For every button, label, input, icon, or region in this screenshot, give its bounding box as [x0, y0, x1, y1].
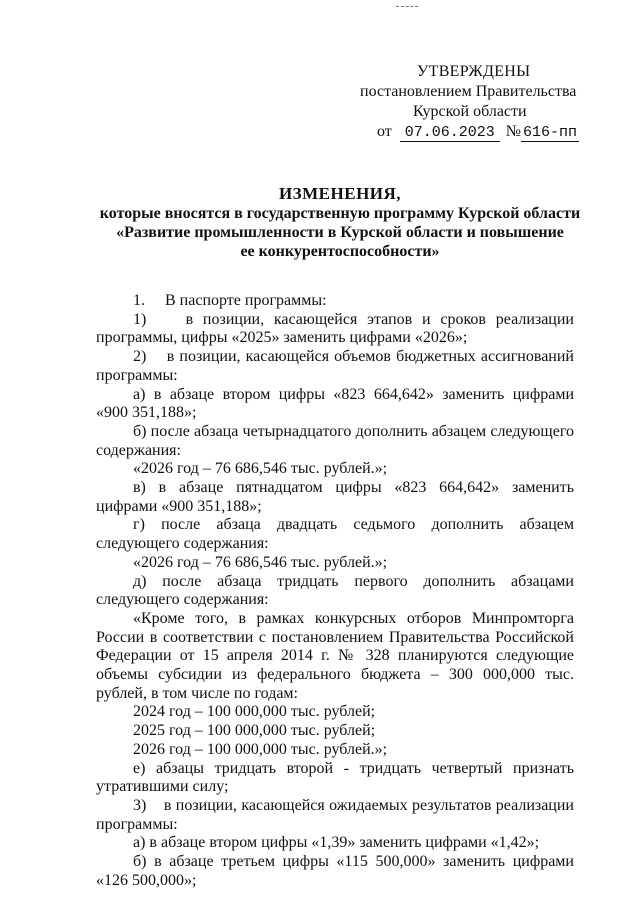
paragraph: е) абзацы тридцать второй - тридцать четвертый признать утратившими силу; [96, 759, 574, 796]
approval-region-line: Курской области [413, 103, 527, 120]
approval-date-line [360, 122, 620, 142]
title-line-3: ее конкурентоспособности» [240, 243, 440, 260]
paragraph: б) в абзаце третьем цифры «115 500,000» заменить цифрами «126 500,000»; [96, 853, 574, 889]
document-body [96, 292, 574, 891]
paragraph: «Кроме того, в рамках конкурсных отборов Минпромторга России в соответствии с постановлением Правительства Российской Федерации от 15 апреля 2014 г. № 328 планируются следующие объемы субсидии из федерального бюджета – 300 000,000 тыс. рублей, в том числе по годам: [96, 609, 574, 702]
paragraph: 1. В паспорте программы: [133, 292, 327, 309]
paragraph: д) после абзаца тридцать первого дополнить абзацами следующего содержания: [96, 572, 574, 609]
paragraph: 3) в позиции, касающейся ожидаемых результатов реализации программы: [96, 796, 574, 833]
approved-heading: УТВЕРЖДЕНЫ [417, 63, 531, 80]
paragraph: 2024 год – 100 000,000 тыс. рублей; [133, 703, 376, 721]
paragraph: 1) в позиции, касающейся этапов и сроков реализации программы, цифры «2025» заменить цифрами «2026»; [96, 310, 574, 347]
approval-resolution-line: постановлением Правительства [360, 83, 577, 100]
paragraph: 2025 год – 100 000,000 тыс. рублей; [133, 722, 376, 740]
number-label: № [505, 123, 522, 140]
paragraph: 2) в позиции, касающейся объемов бюджетных ассигнований программы: [96, 348, 574, 384]
document-title [70, 184, 610, 261]
scan-artifact-mark [396, 6, 418, 8]
approval-date: 07.06.2023 [400, 124, 500, 142]
approval-number: 616-пп [523, 124, 578, 141]
title-line-1: которые вносятся в государственную программу Курской области [99, 205, 581, 222]
paragraph: б) после абзаца четырнадцатого дополнить абзацем следующего содержания: [96, 422, 574, 459]
paragraph: «2026 год – 76 686,546 тыс. рублей.»; [133, 553, 388, 571]
title-line-2: «Развитие промышленности в Курской области и повышение [116, 224, 564, 241]
paragraph: а) в абзаце втором цифры «823 664,642» заменить цифрами «900 351,188»; [96, 385, 574, 422]
approval-stamp-block [360, 62, 620, 142]
paragraph: в) в абзаце пятнадцатом цифры «823 664,642» заменить цифрами «900 351,188»; [96, 479, 574, 515]
paragraph: а) в абзаце втором цифры «1,39» заменить цифрами «1,42»; [133, 834, 540, 852]
paragraph: 2026 год – 100 000,000 тыс. рублей.»; [133, 740, 388, 758]
title-heading: ИЗМЕНЕНИЯ, [278, 184, 402, 203]
date-prefix: от [377, 123, 392, 140]
paragraph: г) после абзаца двадцать седьмого дополнить абзацем следующего содержания: [96, 516, 574, 553]
paragraph: «2026 год – 76 686,546 тыс. рублей.»; [133, 460, 388, 478]
